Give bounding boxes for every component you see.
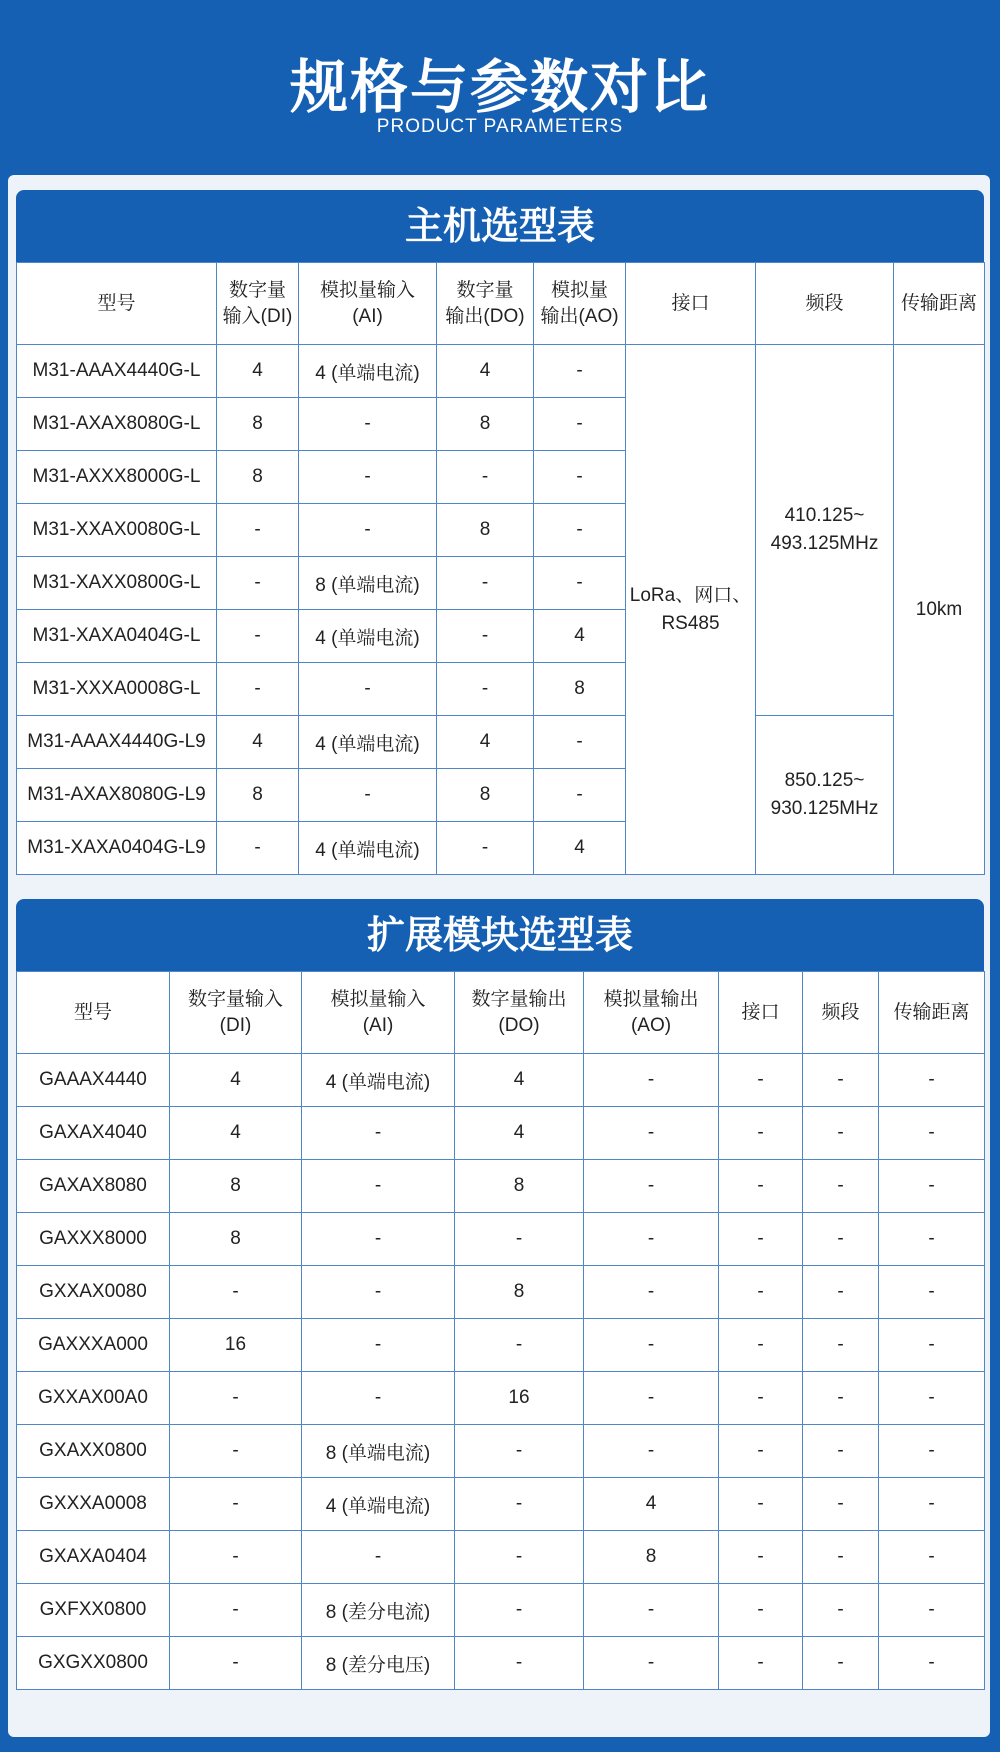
value-cell: 4 bbox=[217, 716, 299, 769]
value-cell: 8 (差分电压) bbox=[302, 1637, 455, 1690]
value-cell: - bbox=[803, 1266, 879, 1319]
value-cell: - bbox=[302, 1531, 455, 1584]
model-cell: M31-XAXA0404G-L bbox=[17, 610, 217, 663]
value-cell: - bbox=[299, 398, 437, 451]
value-cell: - bbox=[584, 1319, 719, 1372]
value-cell: - bbox=[534, 716, 626, 769]
model-cell: M31-XAXA0404G-L9 bbox=[17, 822, 217, 875]
value-cell: - bbox=[719, 1054, 803, 1107]
ext-header-cell bbox=[879, 972, 985, 1054]
host-header-cell bbox=[17, 263, 217, 345]
value-cell: - bbox=[719, 1319, 803, 1372]
value-cell: - bbox=[879, 1319, 985, 1372]
host-header-row bbox=[17, 263, 985, 345]
ext-header-text: 传输距离 bbox=[893, 1001, 970, 1023]
value-cell: 8 bbox=[534, 663, 626, 716]
ext-header-text: 型号 bbox=[73, 1001, 112, 1023]
model-cell: GAAAX4440 bbox=[17, 1054, 170, 1107]
table-row bbox=[17, 1160, 985, 1213]
value-cell: - bbox=[534, 769, 626, 822]
value-cell: 8 (单端电流) bbox=[302, 1425, 455, 1478]
value-cell: - bbox=[437, 451, 534, 504]
host-header-text: (AI) bbox=[352, 305, 383, 327]
value-cell: - bbox=[584, 1584, 719, 1637]
value-cell: 16 bbox=[455, 1372, 584, 1425]
value-cell: 4 (单端电流) bbox=[299, 610, 437, 663]
distance-cell: 10km bbox=[894, 345, 985, 875]
value-cell: - bbox=[437, 663, 534, 716]
value-cell: 4 (单端电流) bbox=[302, 1478, 455, 1531]
value-cell: - bbox=[584, 1054, 719, 1107]
value-cell: 8 bbox=[217, 769, 299, 822]
value-cell: - bbox=[437, 822, 534, 875]
value-cell: 4 bbox=[170, 1054, 302, 1107]
table-row bbox=[17, 1425, 985, 1478]
value-cell: - bbox=[803, 1584, 879, 1637]
ext-header-text: 模拟量输出 bbox=[603, 988, 699, 1010]
model-cell: M31-AXAX8080G-L9 bbox=[17, 769, 217, 822]
value-cell: 8 bbox=[170, 1213, 302, 1266]
ext-header-cell bbox=[302, 972, 455, 1054]
host-header-text: 传输距离 bbox=[900, 292, 977, 314]
value-cell: - bbox=[803, 1637, 879, 1690]
value-cell: 4 bbox=[217, 345, 299, 398]
value-cell: 4 bbox=[437, 716, 534, 769]
table-row bbox=[17, 1584, 985, 1637]
table-row bbox=[17, 1266, 985, 1319]
value-cell: - bbox=[437, 557, 534, 610]
table-row bbox=[17, 1372, 985, 1425]
table-row bbox=[17, 345, 985, 398]
value-cell: - bbox=[455, 1478, 584, 1531]
value-cell: - bbox=[879, 1054, 985, 1107]
value-cell: - bbox=[584, 1266, 719, 1319]
value-cell: - bbox=[803, 1160, 879, 1213]
table-row bbox=[17, 716, 985, 769]
value-cell: - bbox=[534, 557, 626, 610]
value-cell: 4 bbox=[455, 1054, 584, 1107]
value-cell: - bbox=[879, 1266, 985, 1319]
ext-table bbox=[16, 971, 985, 1690]
host-header-text: 型号 bbox=[97, 292, 136, 314]
value-cell: - bbox=[803, 1054, 879, 1107]
value-cell: - bbox=[803, 1372, 879, 1425]
value-cell: 4 bbox=[170, 1107, 302, 1160]
value-cell: - bbox=[803, 1531, 879, 1584]
value-cell: - bbox=[719, 1478, 803, 1531]
value-cell: 4 bbox=[534, 610, 626, 663]
value-cell: - bbox=[719, 1160, 803, 1213]
value-cell: 4 (单端电流) bbox=[299, 716, 437, 769]
ext-header-cell bbox=[170, 972, 302, 1054]
value-cell: - bbox=[170, 1637, 302, 1690]
ext-header-text: (AO) bbox=[630, 1014, 672, 1036]
host-header-cell bbox=[437, 263, 534, 345]
host-header-text: 数字量 bbox=[228, 279, 286, 301]
model-cell: GAXAX4040 bbox=[17, 1107, 170, 1160]
value-cell: - bbox=[170, 1266, 302, 1319]
host-table-title: 主机选型表 bbox=[16, 190, 984, 262]
value-cell: - bbox=[584, 1107, 719, 1160]
value-cell: - bbox=[879, 1478, 985, 1531]
table-row bbox=[17, 1054, 985, 1107]
model-cell: M31-AAAX4440G-L bbox=[17, 345, 217, 398]
value-cell: 8 bbox=[437, 769, 534, 822]
value-cell: - bbox=[719, 1213, 803, 1266]
value-cell: - bbox=[584, 1425, 719, 1478]
value-cell: 8 (差分电流) bbox=[302, 1584, 455, 1637]
value-cell: - bbox=[217, 557, 299, 610]
value-cell: - bbox=[217, 610, 299, 663]
ext-table-title: 扩展模块选型表 bbox=[16, 899, 984, 971]
value-cell: - bbox=[879, 1107, 985, 1160]
value-cell: - bbox=[302, 1266, 455, 1319]
host-table bbox=[16, 262, 985, 875]
host-header-text: 输出(AO) bbox=[540, 305, 619, 327]
model-cell: M31-AAAX4440G-L9 bbox=[17, 716, 217, 769]
model-cell: GXXAX00A0 bbox=[17, 1372, 170, 1425]
model-cell: M31-XXXA0008G-L bbox=[17, 663, 217, 716]
table-row bbox=[17, 1478, 985, 1531]
ext-header-cell bbox=[17, 972, 170, 1054]
host-header-text: 输出(DO) bbox=[445, 305, 525, 327]
value-cell: 4 bbox=[437, 345, 534, 398]
model-cell: GXFXX0800 bbox=[17, 1584, 170, 1637]
value-cell: - bbox=[803, 1107, 879, 1160]
model-cell: GXAXA0404 bbox=[17, 1531, 170, 1584]
model-cell: GXGXX0800 bbox=[17, 1637, 170, 1690]
ext-header-row bbox=[17, 972, 985, 1054]
value-cell: - bbox=[879, 1584, 985, 1637]
host-header-text: 接口 bbox=[671, 292, 710, 314]
value-cell: - bbox=[803, 1319, 879, 1372]
value-cell: - bbox=[879, 1531, 985, 1584]
value-cell: - bbox=[879, 1372, 985, 1425]
value-cell: - bbox=[455, 1425, 584, 1478]
value-cell: 8 bbox=[217, 451, 299, 504]
host-header-cell bbox=[756, 263, 894, 345]
value-cell: - bbox=[299, 769, 437, 822]
value-cell: - bbox=[170, 1425, 302, 1478]
page-title: 规格与参数对比 bbox=[289, 53, 710, 121]
host-header-text: 模拟量输入 bbox=[319, 279, 415, 301]
value-cell: - bbox=[803, 1213, 879, 1266]
value-cell: - bbox=[719, 1637, 803, 1690]
band-cell: 850.125~ 930.125MHz bbox=[756, 716, 894, 875]
page-subtitle: PRODUCT PARAMETERS bbox=[376, 116, 624, 137]
value-cell: - bbox=[719, 1266, 803, 1319]
model-cell: GXAXX0800 bbox=[17, 1425, 170, 1478]
ext-header-text: (DO) bbox=[498, 1014, 540, 1036]
value-cell: 4 (单端电流) bbox=[299, 345, 437, 398]
value-cell: - bbox=[719, 1425, 803, 1478]
value-cell: - bbox=[217, 504, 299, 557]
value-cell: - bbox=[584, 1160, 719, 1213]
value-cell: - bbox=[302, 1107, 455, 1160]
host-header-cell bbox=[626, 263, 756, 345]
value-cell: - bbox=[803, 1478, 879, 1531]
table-row bbox=[17, 1319, 985, 1372]
value-cell: - bbox=[719, 1372, 803, 1425]
ext-header-text: 数字量输入 bbox=[187, 988, 283, 1010]
value-cell: - bbox=[299, 451, 437, 504]
value-cell: - bbox=[803, 1425, 879, 1478]
value-cell: - bbox=[299, 663, 437, 716]
value-cell: - bbox=[170, 1531, 302, 1584]
host-header-text: 输入(DI) bbox=[222, 305, 293, 327]
value-cell: - bbox=[584, 1213, 719, 1266]
value-cell: 8 bbox=[437, 398, 534, 451]
ext-header-text: 频段 bbox=[821, 1001, 860, 1023]
host-header-text: 频段 bbox=[805, 292, 844, 314]
value-cell: - bbox=[217, 822, 299, 875]
value-cell: 8 bbox=[217, 398, 299, 451]
value-cell: - bbox=[455, 1637, 584, 1690]
host-header-cell bbox=[534, 263, 626, 345]
value-cell: - bbox=[299, 504, 437, 557]
value-cell: - bbox=[170, 1584, 302, 1637]
ext-header-cell bbox=[584, 972, 719, 1054]
value-cell: - bbox=[302, 1213, 455, 1266]
value-cell: - bbox=[534, 504, 626, 557]
value-cell: - bbox=[170, 1372, 302, 1425]
value-cell: - bbox=[217, 663, 299, 716]
value-cell: - bbox=[879, 1213, 985, 1266]
ext-header-cell bbox=[803, 972, 879, 1054]
value-cell: 4 bbox=[534, 822, 626, 875]
table-row bbox=[17, 1107, 985, 1160]
page-header bbox=[0, 0, 1000, 175]
value-cell: 4 (单端电流) bbox=[302, 1054, 455, 1107]
model-cell: M31-XAXX0800G-L bbox=[17, 557, 217, 610]
model-cell: GXXAX0080 bbox=[17, 1266, 170, 1319]
value-cell: - bbox=[584, 1637, 719, 1690]
value-cell: - bbox=[170, 1478, 302, 1531]
host-header-cell bbox=[894, 263, 985, 345]
ext-header-cell bbox=[455, 972, 584, 1054]
band-cell: 410.125~ 493.125MHz bbox=[756, 345, 894, 716]
value-cell: - bbox=[455, 1213, 584, 1266]
model-cell: M31-AXXX8000G-L bbox=[17, 451, 217, 504]
value-cell: - bbox=[302, 1319, 455, 1372]
model-cell: GAXXX8000 bbox=[17, 1213, 170, 1266]
value-cell: - bbox=[534, 398, 626, 451]
value-cell: - bbox=[719, 1584, 803, 1637]
table-row bbox=[17, 1531, 985, 1584]
ext-header-text: (AI) bbox=[362, 1014, 394, 1036]
ext-header-text: 数字量输出 bbox=[471, 988, 567, 1010]
value-cell: - bbox=[879, 1425, 985, 1478]
model-cell: GXXXA0008 bbox=[17, 1478, 170, 1531]
value-cell: - bbox=[455, 1319, 584, 1372]
ext-header-text: 模拟量输入 bbox=[330, 988, 426, 1010]
interface-cell: LoRa、网口、 RS485 bbox=[626, 345, 756, 875]
ext-header-cell bbox=[719, 972, 803, 1054]
host-header-text: 数字量 bbox=[456, 279, 514, 301]
ext-header-text: 接口 bbox=[741, 1001, 780, 1023]
model-cell: M31-XXAX0080G-L bbox=[17, 504, 217, 557]
host-header-text: 模拟量 bbox=[550, 279, 608, 301]
value-cell: - bbox=[719, 1531, 803, 1584]
value-cell: - bbox=[302, 1160, 455, 1213]
value-cell: - bbox=[302, 1372, 455, 1425]
model-cell: GAXXXA000 bbox=[17, 1319, 170, 1372]
model-cell: GAXAX8080 bbox=[17, 1160, 170, 1213]
host-header-cell bbox=[299, 263, 437, 345]
value-cell: - bbox=[584, 1372, 719, 1425]
host-header-cell bbox=[217, 263, 299, 345]
ext-header-text: (DI) bbox=[219, 1014, 252, 1036]
value-cell: 8 bbox=[437, 504, 534, 557]
value-cell: 8 (单端电流) bbox=[299, 557, 437, 610]
value-cell: 8 bbox=[584, 1531, 719, 1584]
value-cell: - bbox=[534, 345, 626, 398]
value-cell: 4 bbox=[584, 1478, 719, 1531]
value-cell: 8 bbox=[455, 1160, 584, 1213]
value-cell: 16 bbox=[170, 1319, 302, 1372]
table-row bbox=[17, 1637, 985, 1690]
value-cell: 4 (单端电流) bbox=[299, 822, 437, 875]
value-cell: - bbox=[534, 451, 626, 504]
value-cell: 8 bbox=[170, 1160, 302, 1213]
table-row bbox=[17, 1213, 985, 1266]
value-cell: 8 bbox=[455, 1266, 584, 1319]
value-cell: - bbox=[437, 610, 534, 663]
value-cell: 4 bbox=[455, 1107, 584, 1160]
value-cell: - bbox=[719, 1107, 803, 1160]
value-cell: - bbox=[455, 1531, 584, 1584]
model-cell: M31-AXAX8080G-L bbox=[17, 398, 217, 451]
value-cell: - bbox=[455, 1584, 584, 1637]
value-cell: - bbox=[879, 1160, 985, 1213]
value-cell: - bbox=[879, 1637, 985, 1690]
